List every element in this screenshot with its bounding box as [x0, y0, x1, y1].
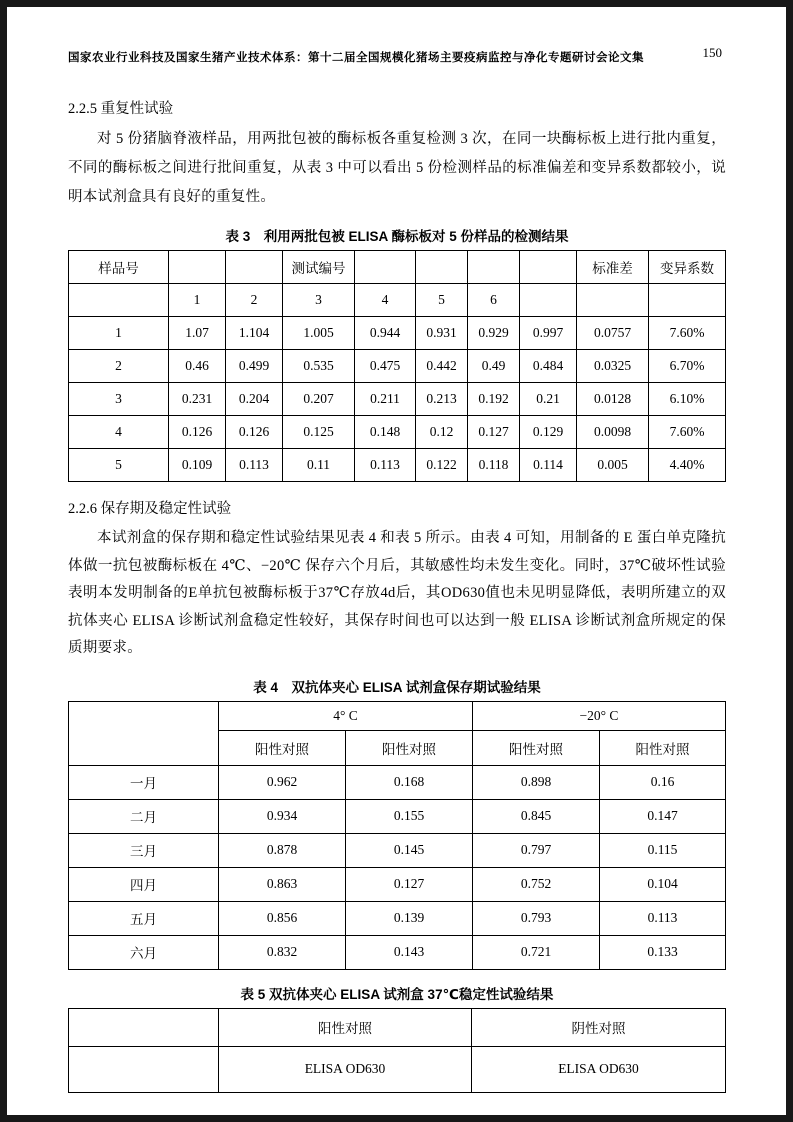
- table-header-row: [69, 284, 726, 317]
- table-cell: 0.147: [600, 799, 726, 833]
- table-cell: 0.484: [520, 350, 577, 383]
- table-cell: 0.21: [520, 383, 577, 416]
- table-cell: 7.60%: [649, 317, 726, 350]
- table-cell: 0.113: [355, 449, 416, 482]
- table-row: [69, 901, 726, 935]
- table-row: [69, 833, 726, 867]
- table-cell: 0.192: [468, 383, 520, 416]
- table-cell: 0.125: [283, 416, 355, 449]
- table-header-cell: [69, 284, 169, 317]
- table-header-cell: [520, 284, 577, 317]
- table5: [68, 1008, 726, 1093]
- table-row: [69, 799, 726, 833]
- table-cell: 0.535: [283, 350, 355, 383]
- table-cell: 一月: [69, 765, 219, 799]
- table-cell: 0.122: [416, 449, 468, 482]
- table-cell: 0.115: [600, 833, 726, 867]
- table-cell: 0.898: [473, 765, 600, 799]
- table-cell: 0.752: [473, 867, 600, 901]
- table-cell: 0.797: [473, 833, 600, 867]
- table-header-cell: [468, 251, 520, 284]
- table-header-cell: 阳性对照: [219, 730, 346, 765]
- table-cell: 6.10%: [649, 383, 726, 416]
- running-header: 国家农业行业科技及国家生猪产业技术体系：第十二届全国规模化猪场主要疫病监控与净化专题研讨会论文集: [68, 52, 644, 64]
- table-header-cell: 变异系数: [649, 251, 726, 284]
- table-cell: 0.207: [283, 383, 355, 416]
- table-cell: 0.155: [346, 799, 473, 833]
- table-cell: 0.793: [473, 901, 600, 935]
- table-header-cell: [520, 251, 577, 284]
- table-row: [69, 317, 726, 350]
- table-cell: 0.997: [520, 317, 577, 350]
- table-cell: 0.499: [226, 350, 283, 383]
- table5-caption: 表 5 双抗体夹心 ELISA 试剂盒 37℃稳定性试验结果: [240, 986, 554, 1002]
- table-cell: 6.70%: [649, 350, 726, 383]
- table-cell: 三月: [69, 833, 219, 867]
- table-cell: 4.40%: [649, 449, 726, 482]
- table-header-cell: [355, 251, 416, 284]
- table-cell: 0.0757: [577, 317, 649, 350]
- table-corner-cell: [69, 701, 219, 765]
- table-header-row: [69, 251, 726, 284]
- table-header-cell: 阳性对照: [600, 730, 726, 765]
- table-cell: 0.168: [346, 765, 473, 799]
- table-header-cell: [577, 284, 649, 317]
- table-cell: 2: [69, 350, 169, 383]
- table-cell: 0.143: [346, 935, 473, 969]
- table-cell: 0.721: [473, 935, 600, 969]
- table-cell: 0.929: [468, 317, 520, 350]
- table3: [68, 250, 726, 482]
- table-cell: 1.104: [226, 317, 283, 350]
- table-header-cell: −20° C: [473, 701, 726, 730]
- table-cell: 0.211: [355, 383, 416, 416]
- table-header-cell: 阴性对照: [472, 1008, 726, 1046]
- table-header-cell: 4° C: [219, 701, 473, 730]
- table-cell: ELISA OD630: [472, 1046, 726, 1092]
- table-header-cell: 6: [468, 284, 520, 317]
- table-cell: 0.845: [473, 799, 600, 833]
- table-cell: 0.114: [520, 449, 577, 482]
- table-cell: 五月: [69, 901, 219, 935]
- table4: [68, 701, 726, 970]
- document-page: [7, 7, 786, 1115]
- table-cell: 7.60%: [649, 416, 726, 449]
- table3-caption: 表 3 利用两批包被 ELISA 酶标板对 5 份样品的检测结果: [225, 229, 569, 244]
- table-header-cell: 3: [283, 284, 355, 317]
- table-cell: 0.475: [355, 350, 416, 383]
- table-cell: 0.145: [346, 833, 473, 867]
- table-cell: 0.878: [219, 833, 346, 867]
- table-cell: 二月: [69, 799, 219, 833]
- table-cell: 0.0325: [577, 350, 649, 383]
- table-header-cell: 样品号: [69, 251, 169, 284]
- table-cell: 0.109: [169, 449, 226, 482]
- table-header-cell: 测试编号: [283, 251, 355, 284]
- paragraph-stability: 本试剂盒的保存期和稳定性试验结果见表 4 和表 5 所示。由表 4 可知，用制备的 E 蛋白单克隆抗体做一抗包被酶标板在 4℃、−20℃ 保存六个月后，其敏感性均未发生变化。同时，37℃破坏性试验表明本发明制备的E单抗包被酶标板于37℃存放4d后，其OD630值也未见明显降低，表明所建立的双抗体夹心 ELISA 诊断试剂盒稳定性较好，其保存时间也可以达到一般 ELISA 诊断试剂盒所规定的保质期要求。: [68, 530, 726, 656]
- table-cell: 0.934: [219, 799, 346, 833]
- table-header-cell: 标准差: [577, 251, 649, 284]
- table-header-row: [69, 1008, 726, 1046]
- table-cell: 0.113: [226, 449, 283, 482]
- table-cell: 0.148: [355, 416, 416, 449]
- table-cell: 0.962: [219, 765, 346, 799]
- table-cell: 0.104: [600, 867, 726, 901]
- page-top-bar: [68, 45, 726, 65]
- table-cell: 0.944: [355, 317, 416, 350]
- table-cell: 六月: [69, 935, 219, 969]
- section-heading-225: 2.2.5 重复性试验: [68, 101, 174, 117]
- table-row: [69, 416, 726, 449]
- table-cell: 0.113: [600, 901, 726, 935]
- table-cell: 3: [69, 383, 169, 416]
- table-cell: 0.0098: [577, 416, 649, 449]
- table-header-cell: 2: [226, 284, 283, 317]
- page-number: 150: [702, 45, 722, 60]
- table-cell: 0.49: [468, 350, 520, 383]
- table-cell: 0.856: [219, 901, 346, 935]
- table-row: [69, 765, 726, 799]
- table-cell: 0.129: [520, 416, 577, 449]
- table-cell: 0.127: [468, 416, 520, 449]
- table-cell: 0.126: [226, 416, 283, 449]
- table-header-row: [69, 701, 726, 730]
- table-row: [69, 383, 726, 416]
- paragraph-repeatability: 对 5 份猪脑脊液样品，用两批包被的酶标板各重复检测 3 次，在同一块酶标板上进行批内重复，不同的酶标板之间进行批间重复，从表 3 中可以看出 5 份检测样品的标准偏差和变异系数都较小，说明本试剂盒具有良好的重复性。: [68, 131, 726, 205]
- table-cell: 5: [69, 449, 169, 482]
- table-cell: 1.07: [169, 317, 226, 350]
- table-header-cell: [226, 251, 283, 284]
- table-row: [69, 1046, 726, 1092]
- table-cell: 0.127: [346, 867, 473, 901]
- section-heading-226: 2.2.6 保存期及稳定性试验: [68, 501, 232, 517]
- table-cell: [69, 1046, 219, 1092]
- table-cell: 四月: [69, 867, 219, 901]
- table-cell: 0.863: [219, 867, 346, 901]
- table-header-cell: 阳性对照: [219, 1008, 472, 1046]
- table-cell: 0.16: [600, 765, 726, 799]
- table-cell: ELISA OD630: [219, 1046, 472, 1092]
- table-cell: 0.005: [577, 449, 649, 482]
- table-cell: 1.005: [283, 317, 355, 350]
- table-row: [69, 935, 726, 969]
- table-cell: 0.204: [226, 383, 283, 416]
- table-cell: 0.442: [416, 350, 468, 383]
- table-cell: 0.931: [416, 317, 468, 350]
- table-cell: 0.213: [416, 383, 468, 416]
- table-header-cell: 4: [355, 284, 416, 317]
- table-header-cell: 1: [169, 284, 226, 317]
- table-cell: 0.0128: [577, 383, 649, 416]
- table-row: [69, 350, 726, 383]
- table-cell: 1: [69, 317, 169, 350]
- table-cell: 0.133: [600, 935, 726, 969]
- table-header-cell: 阳性对照: [346, 730, 473, 765]
- table-header-cell: [416, 251, 468, 284]
- table-cell: 0.12: [416, 416, 468, 449]
- table-cell: 0.139: [346, 901, 473, 935]
- table-cell: 0.231: [169, 383, 226, 416]
- table-header-cell: [649, 284, 726, 317]
- table-cell: 0.832: [219, 935, 346, 969]
- table-row: [69, 867, 726, 901]
- table-header-cell: 5: [416, 284, 468, 317]
- table-header-cell: 阳性对照: [473, 730, 600, 765]
- table-header-cell: [169, 251, 226, 284]
- table-cell: 4: [69, 416, 169, 449]
- table-cell: 0.126: [169, 416, 226, 449]
- table-corner-cell: [69, 1008, 219, 1046]
- table4-caption: 表 4 双抗体夹心 ELISA 试剂盒保存期试验结果: [253, 679, 541, 695]
- table-cell: 0.46: [169, 350, 226, 383]
- table-cell: 0.11: [283, 449, 355, 482]
- table-cell: 0.118: [468, 449, 520, 482]
- table-row: [69, 449, 726, 482]
